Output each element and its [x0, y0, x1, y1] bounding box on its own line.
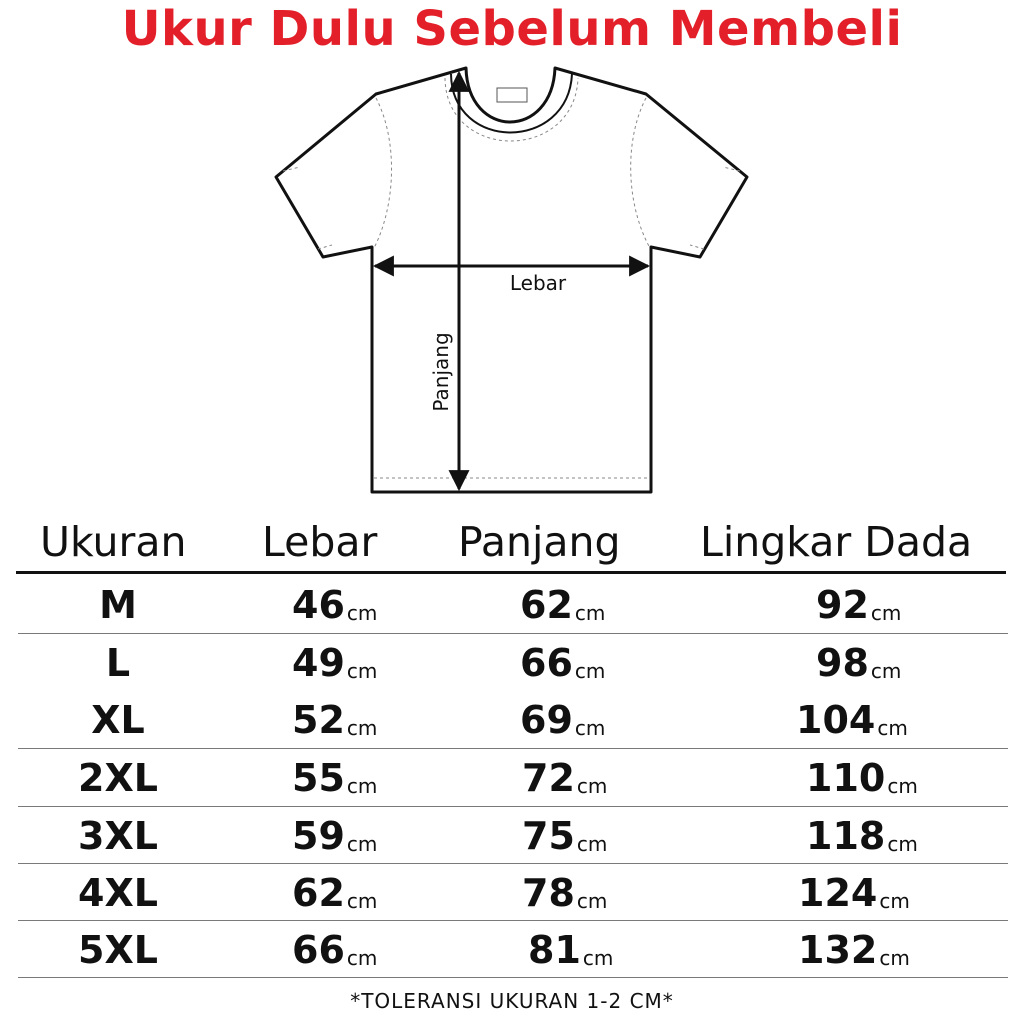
lingkar-cell: 110 cm	[806, 756, 918, 800]
size-cell: 3XL	[78, 814, 158, 858]
lebar-cell: 49 cm	[292, 641, 378, 685]
table-row	[0, 921, 1024, 979]
size-cell: XL	[91, 698, 145, 742]
lingkar-cell: 92 cm	[816, 583, 902, 627]
page-title: Ukur Dulu Sebelum Membeli	[121, 1, 903, 57]
lebar-cell: 62 cm	[292, 871, 378, 915]
panjang-cell: 75 cm	[522, 814, 608, 858]
header-panjang: Panjang	[458, 518, 621, 566]
lingkar-cell: 118 cm	[806, 814, 918, 858]
header-lebar: Lebar	[262, 518, 378, 566]
header-ukuran: Ukuran	[40, 518, 187, 566]
neck-tag	[497, 88, 527, 102]
tshirt-diagram	[0, 58, 1024, 508]
header-lingkar-dada: Lingkar Dada	[700, 518, 973, 566]
table-row	[0, 634, 1024, 692]
size-cell: L	[105, 641, 131, 685]
lebar-cell: 46 cm	[292, 583, 378, 627]
tolerance-note: *TOLERANSI UKURAN 1-2 CM*	[350, 989, 674, 1013]
lebar-cell: 52 cm	[292, 698, 378, 742]
header-rule	[16, 571, 1006, 574]
width-label: Lebar	[509, 271, 567, 295]
length-label: Panjang	[429, 332, 453, 412]
table-row	[0, 807, 1024, 865]
panjang-cell: 62 cm	[520, 583, 606, 627]
size-cell: 5XL	[78, 928, 158, 972]
lebar-cell: 55 cm	[292, 756, 378, 800]
panjang-cell: 81 cm	[528, 928, 614, 972]
size-cell: M	[99, 583, 137, 627]
lebar-cell: 66 cm	[292, 928, 378, 972]
table-row	[0, 691, 1024, 749]
lingkar-cell: 132 cm	[798, 928, 910, 972]
lebar-cell: 59 cm	[292, 814, 378, 858]
table-row	[0, 749, 1024, 807]
lingkar-cell: 124 cm	[798, 871, 910, 915]
panjang-cell: 66 cm	[520, 641, 606, 685]
lingkar-cell: 98 cm	[816, 641, 902, 685]
table-row	[0, 864, 1024, 922]
size-cell: 2XL	[78, 756, 158, 800]
table-row	[0, 576, 1024, 634]
panjang-cell: 69 cm	[520, 698, 606, 742]
size-cell: 4XL	[78, 871, 158, 915]
panjang-cell: 78 cm	[522, 871, 608, 915]
lingkar-cell: 104 cm	[796, 698, 908, 742]
panjang-cell: 72 cm	[522, 756, 608, 800]
